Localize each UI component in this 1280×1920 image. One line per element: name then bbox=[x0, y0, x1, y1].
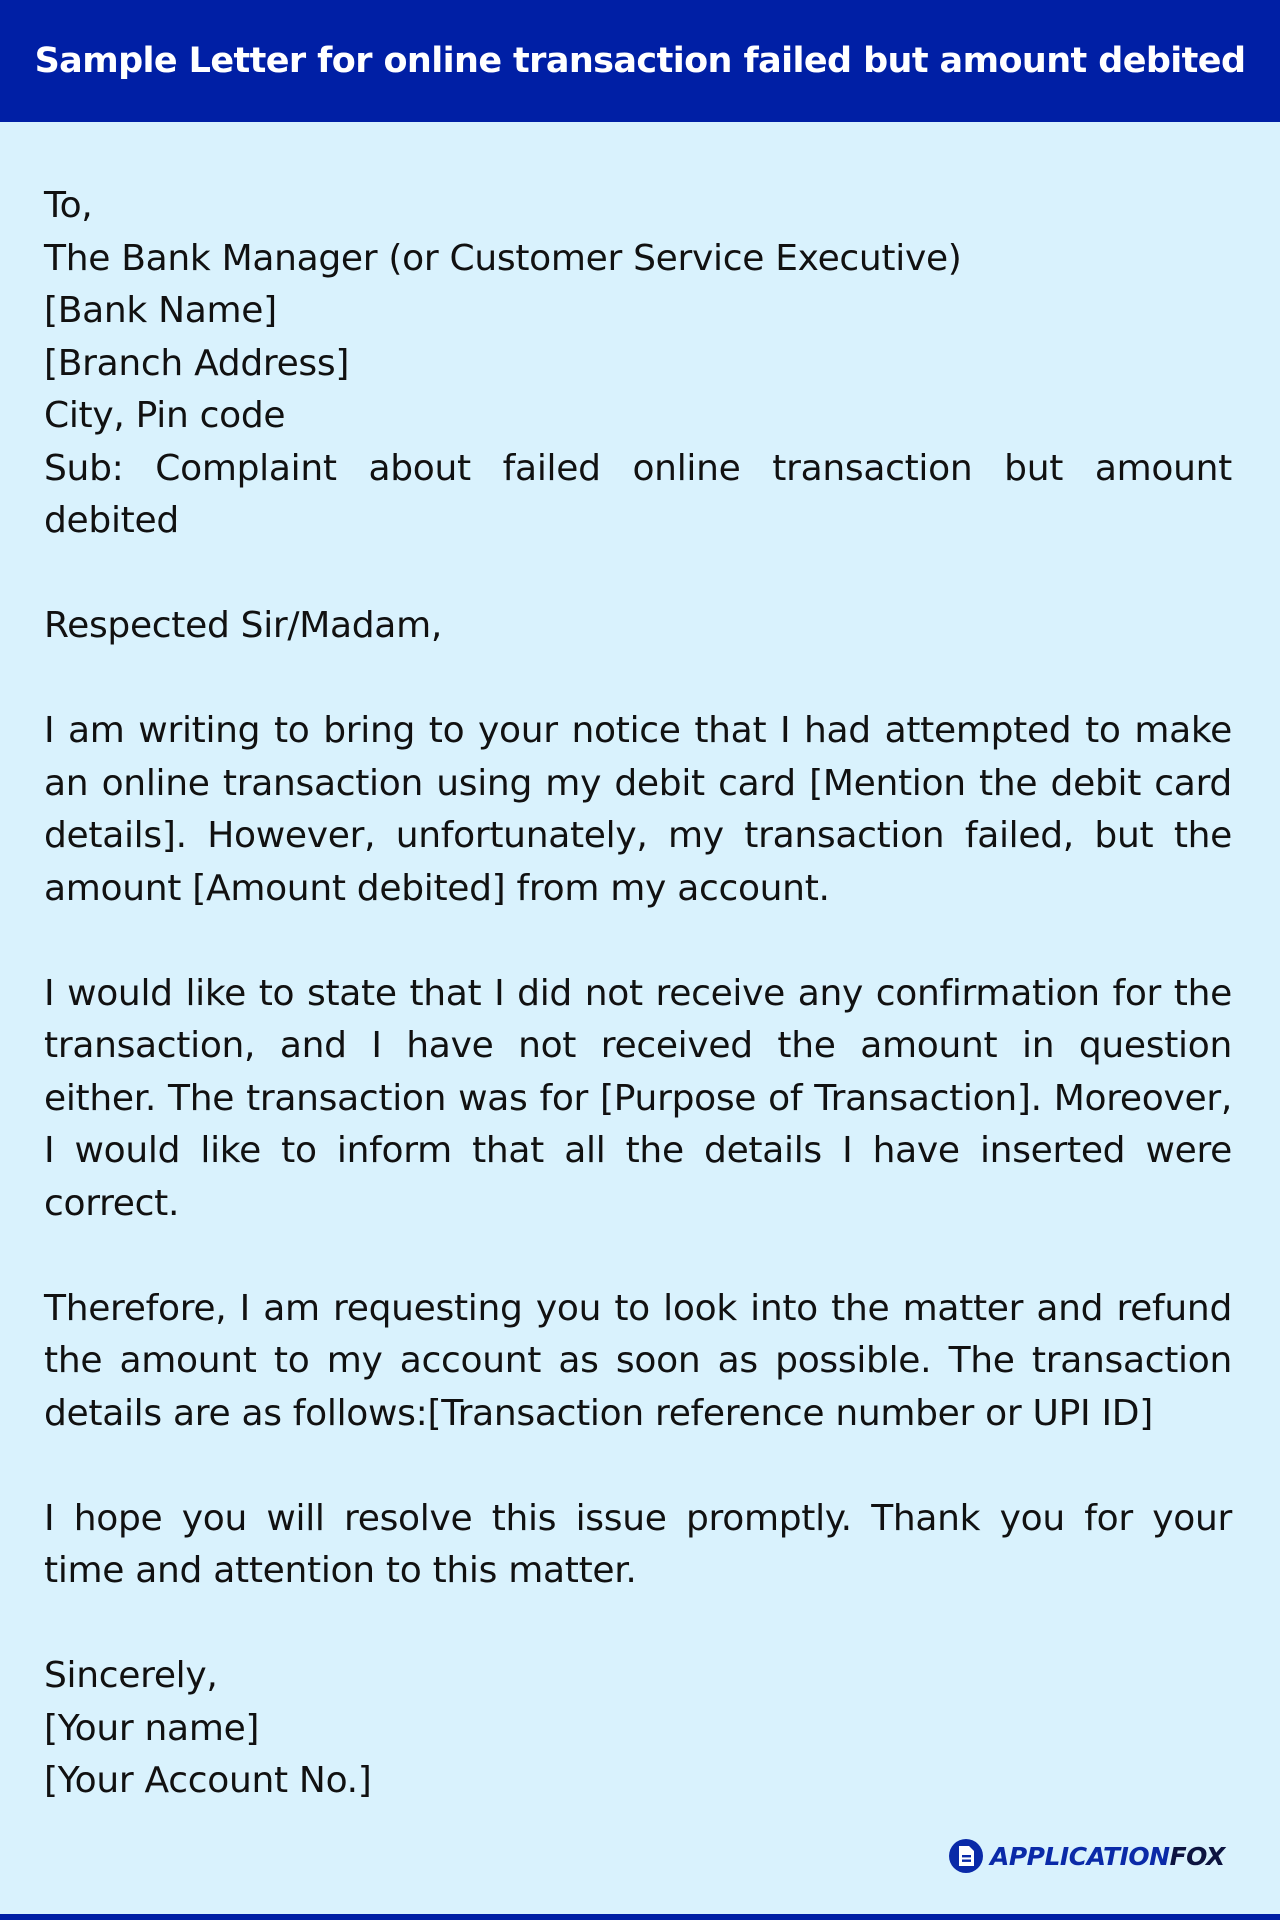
closing-sincerely: Sincerely, bbox=[44, 1655, 218, 1696]
page-header bbox=[0, 0, 1280, 122]
bottom-border bbox=[0, 1914, 1280, 1920]
body-paragraph-1: I am writing to bring to your notice that I had attempted to make an online transaction using my debit card [Mention the debit card details]. However, unfortunately, my transaction failed, but the amount [Amount debited] from my account. bbox=[44, 710, 1232, 909]
applicationfox-logo bbox=[948, 1836, 1225, 1876]
body-paragraph-4: I hope you will resolve this issue promptly. Thank you for your time and attention to this matter. bbox=[44, 1497, 1232, 1591]
closing-block bbox=[44, 1650, 1232, 1808]
salutation: Respected Sir/Madam, bbox=[44, 605, 442, 646]
address-line-bank-name: [Bank Name] bbox=[44, 290, 277, 331]
body-paragraph-3: Therefore, I am requesting you to look into the matter and refund the amount to my account as soon as possible. The transaction details are as follows:[Transaction reference number or UPI ID] bbox=[44, 1287, 1232, 1434]
recipient-address bbox=[44, 180, 1232, 443]
body-paragraph-2: I would like to state that I did not receive any confirmation for the transaction, and I have not received the amount in question either. The transaction was for [Purpose of Transaction]. Moreover, I would like to inform that all the details I have inserted were correct. bbox=[44, 972, 1232, 1224]
subject-line: Sub: Complaint about failed online transaction but amount debited bbox=[44, 447, 1232, 541]
logo-wordmark bbox=[990, 1842, 1225, 1871]
logo-text-application: APPLICATION bbox=[990, 1841, 1170, 1871]
address-line-to: To, bbox=[44, 185, 93, 226]
letter-body bbox=[44, 180, 1232, 1808]
closing-account: [Your Account No.] bbox=[44, 1760, 372, 1801]
document-icon bbox=[948, 1838, 984, 1874]
page-title: Sample Letter for online transaction failed but amount debited bbox=[34, 41, 1246, 81]
address-line-branch: [Branch Address] bbox=[44, 342, 350, 384]
logo-text-fox: FOX bbox=[1169, 1841, 1225, 1871]
address-line-recipient: The Bank Manager (or Customer Service Executive) bbox=[44, 237, 962, 279]
closing-name: [Your name] bbox=[44, 1707, 260, 1749]
address-line-city: City, Pin code bbox=[44, 395, 286, 436]
